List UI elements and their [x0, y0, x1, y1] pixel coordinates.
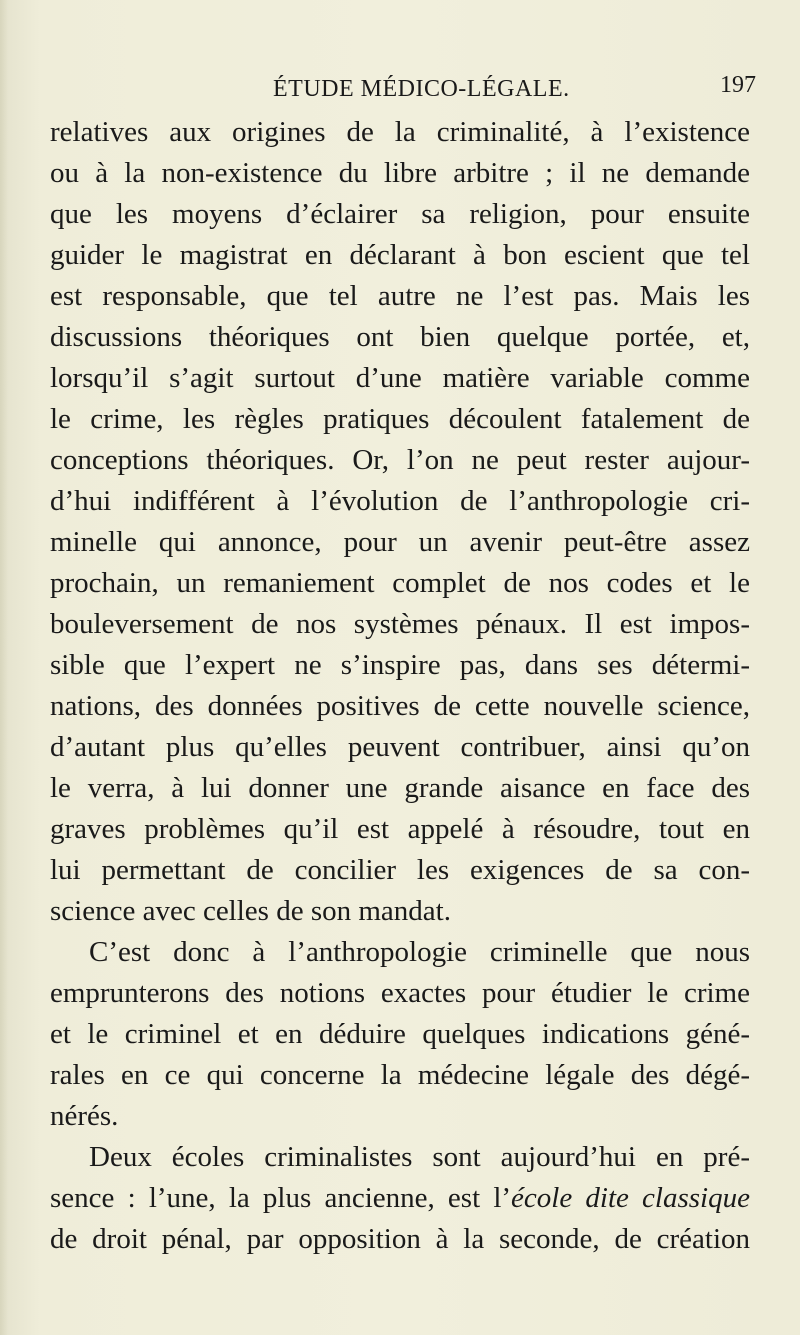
text-line: discussions théoriques ont bien quelque portée, et,	[50, 321, 750, 353]
text-line: d’autant plus qu’elles peuvent contribuer, ainsi qu’on	[50, 731, 750, 763]
text-line: sible que l’expert ne s’inspire pas, dans ses détermi-	[50, 649, 750, 681]
text-line: d’hui indifférent à l’évolution de l’anthropologie cri-	[50, 485, 750, 517]
page-number: 197	[720, 72, 756, 98]
italic-term: école dite classique	[511, 1182, 750, 1214]
body-text	[50, 112, 750, 1260]
text-line: emprunterons des notions exactes pour étudier le crime	[50, 977, 750, 1009]
text-line: que les moyens d’éclairer sa religion, pour ensuite	[50, 198, 750, 230]
text-line: nations, des données positives de cette nouvelle science,	[50, 690, 750, 722]
page-gutter-shadow	[0, 0, 8, 1335]
text-line: le crime, les règles pratiques découlent fatalement de	[50, 403, 750, 435]
text-line: Deux écoles criminalistes sont aujourd’hui en pré-	[89, 1141, 750, 1173]
text-line: nérés.	[50, 1100, 119, 1132]
text-line: est responsable, que tel autre ne l’est pas. Mais les	[50, 280, 750, 312]
text-line: guider le magistrat en déclarant à bon escient que tel	[50, 239, 750, 271]
text-line-with-italic	[50, 1178, 750, 1219]
text-line: bouleversement de nos systèmes pénaux. Il est impos-	[50, 608, 750, 640]
text-line: lui permettant de concilier les exigences de sa con-	[50, 854, 750, 886]
text-line: relatives aux origines de la criminalité, à l’existence	[50, 116, 750, 148]
text-line: prochain, un remaniement complet de nos codes et le	[50, 567, 750, 599]
text-line: rales en ce qui concerne la médecine légale des dégé-	[50, 1059, 750, 1091]
text-line: et le criminel et en déduire quelques indications géné-	[50, 1018, 750, 1050]
italic-prefix: l’	[493, 1182, 512, 1214]
text-line: graves problèmes qu’il est appelé à résoudre, tout en	[50, 813, 750, 845]
text-line: lorsqu’il s’agit surtout d’une matière variable comme	[50, 362, 750, 394]
text-segment: sence : l’une, la plus ancienne, est	[50, 1182, 494, 1214]
running-head	[0, 72, 800, 110]
text-line: science avec celles de son mandat.	[50, 895, 451, 927]
running-title: ÉTUDE MÉDICO-LÉGALE.	[273, 76, 570, 102]
text-line: minelle qui annonce, pour un avenir peut-être assez	[50, 526, 750, 558]
text-line: conceptions théoriques. Or, l’on ne peut rester aujour-	[50, 444, 750, 476]
text-line: C’est donc à l’anthropologie criminelle que nous	[89, 936, 750, 968]
text-line: le verra, à lui donner une grande aisance en face des	[50, 772, 750, 804]
text-line: de droit pénal, par opposition à la seconde, de création	[50, 1223, 750, 1255]
text-line: ou à la non-existence du libre arbitre ; il ne demande	[50, 157, 750, 189]
